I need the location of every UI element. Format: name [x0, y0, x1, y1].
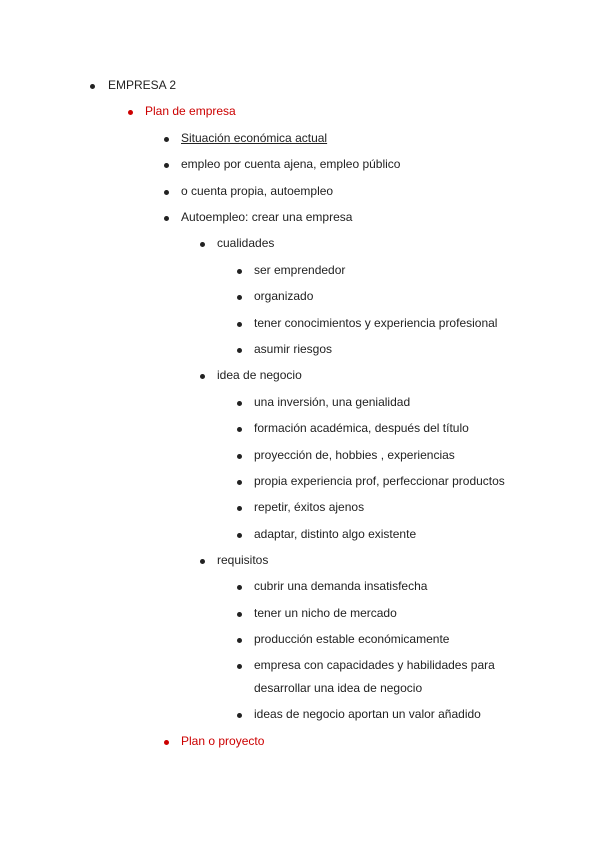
bullet-icon	[164, 190, 169, 195]
list-item-plan-proyecto: Plan o proyecto	[181, 734, 265, 748]
bullet-icon	[237, 533, 242, 538]
list-item: propia experiencia prof, perfeccionar productos	[254, 474, 505, 488]
list-item: proyección de, hobbies , experiencias	[254, 448, 455, 462]
list-item: cubrir una demanda insatisfecha	[254, 579, 428, 593]
list-item: tener un nicho de mercado	[254, 606, 397, 620]
bullet-icon	[164, 216, 169, 221]
list-item: empresa con capacidades y habilidades para	[254, 658, 495, 672]
list-item-cualidades: cualidades	[217, 236, 275, 250]
bullet-icon	[200, 242, 205, 247]
list-item: empleo por cuenta ajena, empleo público	[181, 157, 401, 171]
list-item: una inversión, una genialidad	[254, 395, 411, 409]
list-item-continuation: desarrollar una idea de negocio	[254, 681, 423, 695]
list-item: ideas de negocio aportan un valor añadido	[254, 707, 481, 721]
bullet-icon	[237, 506, 242, 511]
bullet-icon	[164, 740, 169, 745]
bullet-icon	[237, 269, 242, 274]
list-item: repetir, éxitos ajenos	[254, 500, 365, 514]
list-item: tener conocimientos y experiencia profesional	[254, 316, 498, 330]
list-item-requisitos: requisitos	[217, 553, 269, 567]
list-item: producción estable económicamente	[254, 632, 450, 646]
list-item: Autoempleo: crear una empresa	[181, 210, 353, 224]
bullet-icon	[237, 348, 242, 353]
list-item-idea: idea de negocio	[217, 368, 302, 382]
bullet-icon	[200, 374, 205, 379]
bullet-icon	[237, 295, 242, 300]
list-item-root: EMPRESA 2	[108, 78, 177, 92]
bullet-icon	[237, 664, 242, 669]
bullet-icon	[237, 480, 242, 485]
list-item: ser emprendedor	[254, 263, 346, 277]
bullet-icon	[90, 84, 95, 89]
list-item: adaptar, distinto algo existente	[254, 527, 417, 541]
list-item: formación académica, después del título	[254, 421, 469, 435]
bullet-icon	[164, 137, 169, 142]
bullet-icon	[237, 427, 242, 432]
list-item: o cuenta propia, autoempleo	[181, 184, 334, 198]
bullet-icon	[164, 163, 169, 168]
list-item-situacion: Situación económica actual	[181, 131, 328, 145]
bullet-icon	[237, 612, 242, 617]
bullet-icon	[237, 638, 242, 643]
bullet-icon	[200, 559, 205, 564]
list-item: asumir riesgos	[254, 342, 333, 356]
list-item-plan-empresa: Plan de empresa	[145, 104, 236, 118]
bullet-icon	[237, 322, 242, 327]
bullet-icon	[237, 454, 242, 459]
list-item: organizado	[254, 289, 314, 303]
bullet-icon	[237, 401, 242, 406]
bullet-icon	[237, 585, 242, 590]
bullet-icon	[237, 713, 242, 718]
bullet-icon	[128, 110, 133, 115]
